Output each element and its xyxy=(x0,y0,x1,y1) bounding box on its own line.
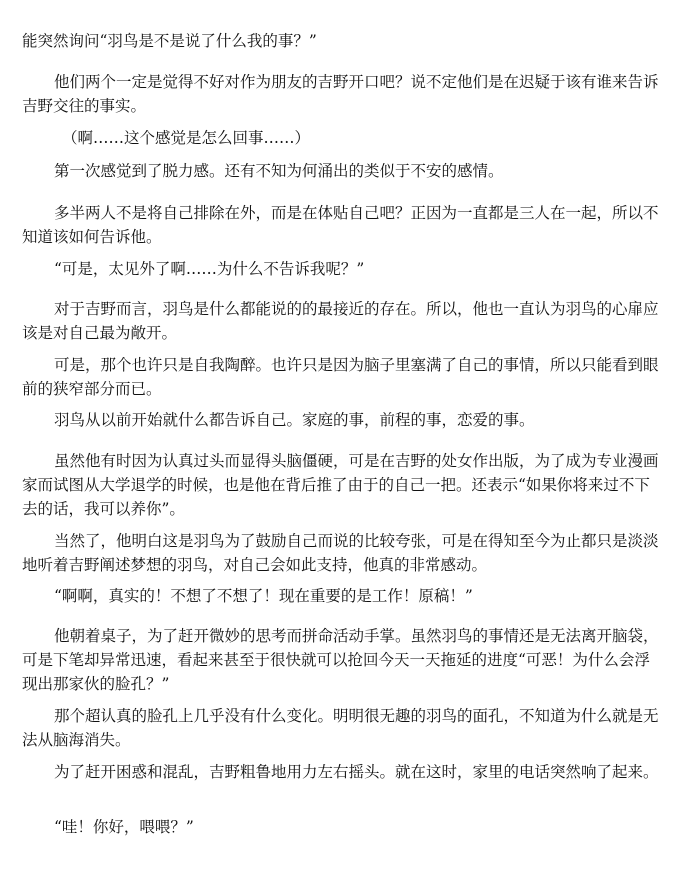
paragraph-11: 当然了，他明白这是羽鸟为了鼓励自己而说的比较夸张，可是在得知至今为止都只是淡淡地听着吉野阐述梦想的羽鸟，对自己会如此支持，他真的非常感动。 xyxy=(22,532,659,574)
paragraph-8: 可是，那个也许只是自我陶醉。也许只是因为脑子里塞满了自己的事情，所以只能看到眼前的狭窄部分而已。 xyxy=(22,356,659,398)
paragraph-1: 能突然询问“羽鸟是不是说了什么我的事？” xyxy=(22,32,317,50)
paragraph-13: 他朝着桌子，为了赶开微妙的思考而拼命活动手掌。虽然羽鸟的事情还是无法离开脑袋，可是下笔却异常迅速，看起来甚至于很快就可以抢回今天一天拖延的进度“可恶！为什么会浮现出那家伙的脸孔？” xyxy=(22,627,659,693)
paragraph-9: 羽鸟从以前开始就什么都告诉自己。家庭的事，前程的事，恋爱的事。 xyxy=(54,411,535,429)
paragraph-10: 虽然他有时因为认真过头而显得头脑僵硬，可是在吉野的处女作出版，为了成为专业漫画家而试图从大学退学的时候，也是他在背后推了由于的自己一把。还表示“如果你将来过不下去的话，我可以养你”。 xyxy=(22,452,659,518)
paragraph-2: 他们两个一定是觉得不好对作为朋友的吉野开口吧？说不定他们是在迟疑于该有谁来告诉吉野交往的事实。 xyxy=(22,73,659,115)
paragraph-15: 为了赶开困惑和混乱，吉野粗鲁地用力左右摇头。就在这时，家里的电话突然响了起来。 xyxy=(54,763,659,781)
paragraph-4: 第一次感觉到了脱力感。还有不知为何涌出的类似于不安的感情。 xyxy=(54,162,504,180)
paragraph-3: （啊……这个感觉是怎么回事……） xyxy=(62,129,311,147)
paragraph-5: 多半两人不是将自己排除在外，而是在体贴自己吧？正因为一直都是三人在一起，所以不知道该如何告诉他。 xyxy=(22,204,659,246)
paragraph-14: 那个超认真的脸孔上几乎没有什么变化。明明很无趣的羽鸟的面孔，不知道为什么就是无法从脑海消失。 xyxy=(22,707,659,749)
paragraph-16: “哇！你好，喂喂？” xyxy=(54,818,194,836)
paragraph-12: “啊啊，真实的！不想了不想了！现在重要的是工作！原稿！” xyxy=(54,587,473,605)
paragraph-6: “可是，太见外了啊……为什么不告诉我呢？” xyxy=(54,260,365,278)
paragraph-7: 对于吉野而言，羽鸟是什么都能说的的最接近的存在。所以，他也一直认为羽鸟的心扉应该是对自己最为敞开。 xyxy=(22,300,659,342)
